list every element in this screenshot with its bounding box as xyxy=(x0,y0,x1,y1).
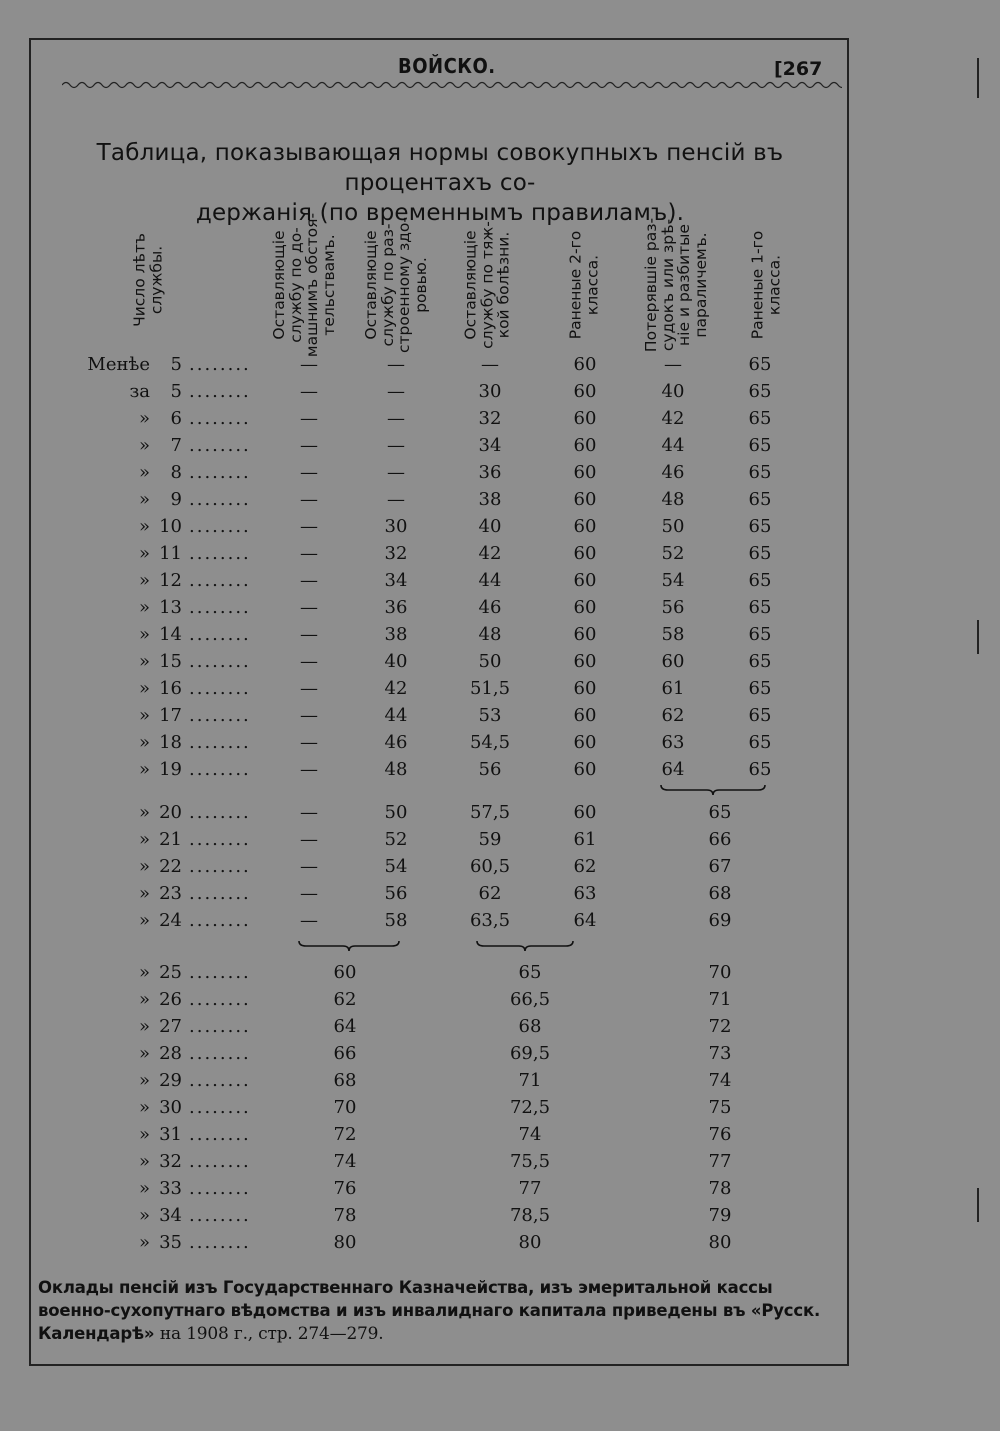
table-cell: 72 xyxy=(333,1124,357,1145)
col-header-wounded-1: Раненые 1-го класса. xyxy=(748,230,783,340)
dot-leader: ........ xyxy=(189,1124,251,1145)
row-label-prefix: » xyxy=(138,883,150,904)
dot-leader: ........ xyxy=(189,1178,251,1199)
table-cell: 60 xyxy=(573,624,597,645)
page-number: [267 xyxy=(774,58,823,80)
table-cell: 32 xyxy=(478,408,502,429)
table-cell: 56 xyxy=(661,597,685,618)
table-cell: 65 xyxy=(748,570,772,591)
running-head: ВОЙСКО. xyxy=(398,54,496,78)
table-cell: 59 xyxy=(478,829,502,850)
table-cell: 74 xyxy=(708,1070,732,1091)
row-label-prefix: » xyxy=(138,624,150,645)
table-cell: — xyxy=(300,856,318,877)
merge-brace xyxy=(476,940,574,952)
row-label-years: 27 xyxy=(159,1016,182,1037)
merge-brace xyxy=(660,784,766,796)
table-cell: 75,5 xyxy=(509,1151,551,1172)
row-label-years: 14 xyxy=(159,624,182,645)
footnote-bold: Оклады пенсій изъ Государственнаго Казначейства, изъ эмеритальной кассы военно-сухопутнаго вѣдомства и изъ инвалиднаго капитала приведены въ «Русск. Календарѣ» xyxy=(38,1278,821,1343)
row-label-prefix: » xyxy=(138,597,150,618)
table-cell: 78 xyxy=(333,1205,357,1226)
col-header-wounded-2: Раненые 2-го класса. xyxy=(566,230,601,340)
dot-leader: ........ xyxy=(189,624,251,645)
row-label-prefix: » xyxy=(138,1151,150,1172)
table-cell: 63 xyxy=(661,732,685,753)
row-label-prefix: » xyxy=(138,705,150,726)
row-label-prefix: » xyxy=(138,1124,150,1145)
table-cell: 66,5 xyxy=(509,989,551,1010)
row-label-years: 18 xyxy=(159,732,182,753)
table-cell: 72 xyxy=(708,1016,732,1037)
row-label-years: 35 xyxy=(159,1232,182,1253)
row-label-years: 28 xyxy=(159,1043,182,1064)
dot-leader: ........ xyxy=(189,910,251,931)
dot-leader: ........ xyxy=(189,1151,251,1172)
table-cell: — xyxy=(300,910,318,931)
table-cell: 42 xyxy=(478,543,502,564)
dot-leader: ........ xyxy=(189,802,251,823)
table-cell: — xyxy=(300,651,318,672)
table-cell: — xyxy=(387,462,405,483)
dot-leader: ........ xyxy=(189,543,251,564)
row-label-prefix: » xyxy=(138,489,150,510)
table-cell: 70 xyxy=(333,1097,357,1118)
row-label-years: 6 xyxy=(170,408,182,429)
table-cell: 65 xyxy=(748,354,772,375)
table-cell: 65 xyxy=(748,462,772,483)
table-cell: — xyxy=(300,678,318,699)
table-cell: 60 xyxy=(573,543,597,564)
table-cell: 71 xyxy=(518,1070,542,1091)
col-header-illness: Оставляющіе службу по тяж- кой болѣзни. xyxy=(461,221,513,349)
table-cell: 40 xyxy=(661,381,685,402)
table-cell: 65 xyxy=(748,597,772,618)
table-cell: 63 xyxy=(573,883,597,904)
table-cell: 36 xyxy=(384,597,408,618)
row-label-years: 5 xyxy=(170,354,182,375)
table-cell: 46 xyxy=(384,732,408,753)
table-cell: 69 xyxy=(708,910,732,931)
table-cell: — xyxy=(300,705,318,726)
dot-leader: ........ xyxy=(189,1043,251,1064)
table-cell: 60,5 xyxy=(469,856,511,877)
row-label-prefix: » xyxy=(138,1016,150,1037)
table-cell: 60 xyxy=(573,354,597,375)
row-label-prefix: » xyxy=(138,435,150,456)
dot-leader: ........ xyxy=(189,435,251,456)
table-cell: — xyxy=(300,516,318,537)
row-label-years: 23 xyxy=(159,883,182,904)
table-cell: 77 xyxy=(708,1151,732,1172)
dot-leader: ........ xyxy=(189,962,251,983)
dot-leader: ........ xyxy=(189,883,251,904)
table-cell: 61 xyxy=(573,829,597,850)
table-cell: 42 xyxy=(384,678,408,699)
table-cell: 60 xyxy=(573,462,597,483)
row-label-years: 20 xyxy=(159,802,182,823)
table-cell: 51,5 xyxy=(469,678,511,699)
table-cell: 60 xyxy=(661,651,685,672)
table-cell: 80 xyxy=(333,1232,357,1253)
table-cell: — xyxy=(387,354,405,375)
table-cell: 62 xyxy=(333,989,357,1010)
table-cell: 38 xyxy=(384,624,408,645)
row-label-prefix: » xyxy=(138,1178,150,1199)
table-cell: 36 xyxy=(478,462,502,483)
table-cell: 65 xyxy=(748,705,772,726)
table-cell: — xyxy=(300,624,318,645)
row-label-prefix: » xyxy=(138,910,150,931)
table-cell: 38 xyxy=(478,489,502,510)
row-label-years: 10 xyxy=(159,516,182,537)
table-cell: 40 xyxy=(478,516,502,537)
dot-leader: ........ xyxy=(189,705,251,726)
table-cell: 34 xyxy=(384,570,408,591)
table-cell: 48 xyxy=(661,489,685,510)
dot-leader: ........ xyxy=(189,856,251,877)
table-cell: 65 xyxy=(748,651,772,672)
table-cell: 80 xyxy=(518,1232,542,1253)
table-cell: — xyxy=(300,597,318,618)
dot-leader: ........ xyxy=(189,354,251,375)
row-label-prefix: » xyxy=(138,516,150,537)
table-cell: 53 xyxy=(478,705,502,726)
table-cell: 63,5 xyxy=(469,910,511,931)
footnote xyxy=(38,1276,838,1346)
dot-leader: ........ xyxy=(189,408,251,429)
row-label-years: 7 xyxy=(170,435,182,456)
table-cell: 72,5 xyxy=(509,1097,551,1118)
table-cell: 65 xyxy=(708,802,732,823)
table-cell: 66 xyxy=(333,1043,357,1064)
row-label-prefix: » xyxy=(138,829,150,850)
wavy-rule xyxy=(62,78,842,92)
dot-leader: ........ xyxy=(189,381,251,402)
table-cell: 60 xyxy=(573,678,597,699)
table-cell: 65 xyxy=(748,732,772,753)
table-cell: 44 xyxy=(661,435,685,456)
row-label-prefix: Менѣе xyxy=(87,354,150,375)
row-label-prefix: » xyxy=(138,989,150,1010)
row-label-years: 30 xyxy=(159,1097,182,1118)
table-cell: — xyxy=(387,489,405,510)
dot-leader: ........ xyxy=(189,570,251,591)
row-label-years: 22 xyxy=(159,856,182,877)
dot-leader: ........ xyxy=(189,1070,251,1091)
col-header-years: Число лѣтъ службы. xyxy=(130,233,165,327)
table-cell: 56 xyxy=(478,759,502,780)
table-cell: 78,5 xyxy=(509,1205,551,1226)
table-cell: 65 xyxy=(748,543,772,564)
table-cell: 60 xyxy=(573,651,597,672)
table-cell: 68 xyxy=(333,1070,357,1091)
table-cell: 65 xyxy=(748,435,772,456)
table-cell: — xyxy=(300,408,318,429)
table-cell: — xyxy=(664,354,682,375)
table-cell: — xyxy=(481,354,499,375)
dot-leader: ........ xyxy=(189,489,251,510)
table-cell: 46 xyxy=(661,462,685,483)
dot-leader: ........ xyxy=(189,597,251,618)
table-cell: 62 xyxy=(661,705,685,726)
table-title-line1: Таблица, показывающая нормы совокупныхъ пенсій въ процентахъ со- xyxy=(96,140,784,196)
table-cell: 60 xyxy=(573,802,597,823)
table-cell: 79 xyxy=(708,1205,732,1226)
dot-leader: ........ xyxy=(189,1232,251,1253)
row-label-prefix: » xyxy=(138,759,150,780)
dot-leader: ........ xyxy=(189,989,251,1010)
table-cell: 44 xyxy=(478,570,502,591)
row-label-years: 16 xyxy=(159,678,182,699)
table-cell: 74 xyxy=(518,1124,542,1145)
table-cell: 60 xyxy=(573,435,597,456)
row-label-years: 11 xyxy=(159,543,182,564)
table-cell: 60 xyxy=(573,732,597,753)
table-cell: — xyxy=(300,462,318,483)
table-cell: 70 xyxy=(708,962,732,983)
row-label-years: 9 xyxy=(170,489,182,510)
row-label-prefix: » xyxy=(138,1205,150,1226)
row-label-years: 12 xyxy=(159,570,182,591)
table-cell: 65 xyxy=(748,489,772,510)
table-cell: — xyxy=(300,802,318,823)
merge-brace xyxy=(298,940,400,952)
footnote-plain: на 1908 г., стр. 274—279. xyxy=(159,1324,384,1344)
row-label-years: 15 xyxy=(159,651,182,672)
row-label-prefix: » xyxy=(138,1097,150,1118)
row-label-years: 26 xyxy=(159,989,182,1010)
row-label-years: 21 xyxy=(159,829,182,850)
dot-leader: ........ xyxy=(189,651,251,672)
table-cell: 65 xyxy=(748,408,772,429)
table-cell: 60 xyxy=(573,705,597,726)
table-cell: 50 xyxy=(478,651,502,672)
table-cell: 52 xyxy=(661,543,685,564)
row-label-prefix: » xyxy=(138,732,150,753)
table-cell: 60 xyxy=(573,759,597,780)
table-cell: 60 xyxy=(573,516,597,537)
table-cell: 64 xyxy=(573,910,597,931)
table-cell: 62 xyxy=(573,856,597,877)
row-label-prefix: » xyxy=(138,1043,150,1064)
table-cell: 74 xyxy=(333,1151,357,1172)
table-cell: 65 xyxy=(748,624,772,645)
table-cell: — xyxy=(300,354,318,375)
table-cell: 69,5 xyxy=(509,1043,551,1064)
table-cell: 65 xyxy=(748,516,772,537)
col-header-insane-blind: Потерявшіе раз- судокъ или зрѣ- ніе и разбитые параличемъ. xyxy=(642,217,710,353)
dot-leader: ........ xyxy=(189,462,251,483)
col-header-health: Оставляющіе службу по раз- строенному здо- ровью. xyxy=(362,217,430,353)
row-label-prefix: » xyxy=(138,1070,150,1091)
dot-leader: ........ xyxy=(189,678,251,699)
table-cell: 60 xyxy=(573,597,597,618)
table-cell: 32 xyxy=(384,543,408,564)
dot-leader: ........ xyxy=(189,759,251,780)
row-label-years: 17 xyxy=(159,705,182,726)
table-cell: 76 xyxy=(708,1124,732,1145)
row-label-prefix: за xyxy=(129,381,150,402)
table-cell: 60 xyxy=(333,962,357,983)
table-cell: 54 xyxy=(384,856,408,877)
table-cell: 57,5 xyxy=(469,802,511,823)
margin-mark xyxy=(977,58,979,98)
table-cell: 66 xyxy=(708,829,732,850)
table-cell: — xyxy=(300,570,318,591)
table-cell: 50 xyxy=(384,802,408,823)
table-cell: 64 xyxy=(661,759,685,780)
table-cell: 73 xyxy=(708,1043,732,1064)
table-cell: 34 xyxy=(478,435,502,456)
table-title xyxy=(40,138,840,228)
table-cell: — xyxy=(300,435,318,456)
row-label-years: 32 xyxy=(159,1151,182,1172)
table-cell: — xyxy=(300,543,318,564)
table-cell: 30 xyxy=(384,516,408,537)
table-cell: 61 xyxy=(661,678,685,699)
table-cell: 67 xyxy=(708,856,732,877)
dot-leader: ........ xyxy=(189,1205,251,1226)
table-cell: — xyxy=(300,829,318,850)
table-cell: 78 xyxy=(708,1178,732,1199)
table-cell: 42 xyxy=(661,408,685,429)
table-cell: 64 xyxy=(333,1016,357,1037)
table-cell: 65 xyxy=(748,678,772,699)
table-cell: 77 xyxy=(518,1178,542,1199)
table-cell: 80 xyxy=(708,1232,732,1253)
table-cell: 48 xyxy=(384,759,408,780)
table-cell: 54 xyxy=(661,570,685,591)
row-label-prefix: » xyxy=(138,678,150,699)
table-cell: 52 xyxy=(384,829,408,850)
table-cell: — xyxy=(387,435,405,456)
table-cell: 44 xyxy=(384,705,408,726)
dot-leader: ........ xyxy=(189,516,251,537)
row-label-prefix: » xyxy=(138,962,150,983)
table-cell: — xyxy=(300,759,318,780)
table-cell: 75 xyxy=(708,1097,732,1118)
table-cell: 65 xyxy=(518,962,542,983)
table-cell: 60 xyxy=(573,570,597,591)
table-cell: 40 xyxy=(384,651,408,672)
table-cell: 50 xyxy=(661,516,685,537)
dot-leader: ........ xyxy=(189,1016,251,1037)
margin-mark xyxy=(977,1188,979,1222)
table-cell: 58 xyxy=(384,910,408,931)
table-cell: 65 xyxy=(748,381,772,402)
row-label-years: 34 xyxy=(159,1205,182,1226)
table-cell: 48 xyxy=(478,624,502,645)
row-label-years: 19 xyxy=(159,759,182,780)
table-cell: — xyxy=(300,883,318,904)
table-cell: 60 xyxy=(573,381,597,402)
table-cell: 30 xyxy=(478,381,502,402)
row-label-prefix: » xyxy=(138,651,150,672)
row-label-prefix: » xyxy=(138,856,150,877)
row-label-years: 25 xyxy=(159,962,182,983)
row-label-prefix: » xyxy=(138,1232,150,1253)
table-cell: 58 xyxy=(661,624,685,645)
table-cell: 56 xyxy=(384,883,408,904)
table-cell: 71 xyxy=(708,989,732,1010)
row-label-years: 29 xyxy=(159,1070,182,1091)
row-label-years: 8 xyxy=(170,462,182,483)
row-label-prefix: » xyxy=(138,802,150,823)
table-cell: 68 xyxy=(518,1016,542,1037)
table-cell: 54,5 xyxy=(469,732,511,753)
table-cell: 60 xyxy=(573,408,597,429)
table-cell: 60 xyxy=(573,489,597,510)
dot-leader: ........ xyxy=(189,732,251,753)
margin-mark xyxy=(977,620,979,654)
table-cell: 68 xyxy=(708,883,732,904)
table-cell: 65 xyxy=(748,759,772,780)
row-label-years: 33 xyxy=(159,1178,182,1199)
row-label-years: 24 xyxy=(159,910,182,931)
row-label-years: 5 xyxy=(170,381,182,402)
row-label-prefix: » xyxy=(138,543,150,564)
table-cell: 76 xyxy=(333,1178,357,1199)
table-cell: — xyxy=(387,381,405,402)
row-label-prefix: » xyxy=(138,462,150,483)
row-label-years: 13 xyxy=(159,597,182,618)
table-cell: — xyxy=(300,381,318,402)
table-cell: — xyxy=(300,732,318,753)
row-label-prefix: » xyxy=(138,570,150,591)
table-cell: — xyxy=(387,408,405,429)
table-cell: — xyxy=(300,489,318,510)
col-header-domestic: Оставляющіе службу по до- машнимъ обстоя- тельствамъ. xyxy=(270,212,338,358)
row-label-years: 31 xyxy=(159,1124,182,1145)
table-cell: 62 xyxy=(478,883,502,904)
dot-leader: ........ xyxy=(189,1097,251,1118)
row-label-prefix: » xyxy=(138,408,150,429)
table-cell: 46 xyxy=(478,597,502,618)
dot-leader: ........ xyxy=(189,829,251,850)
table-title-line2: держанія (по временнымъ правиламъ). xyxy=(195,200,685,226)
